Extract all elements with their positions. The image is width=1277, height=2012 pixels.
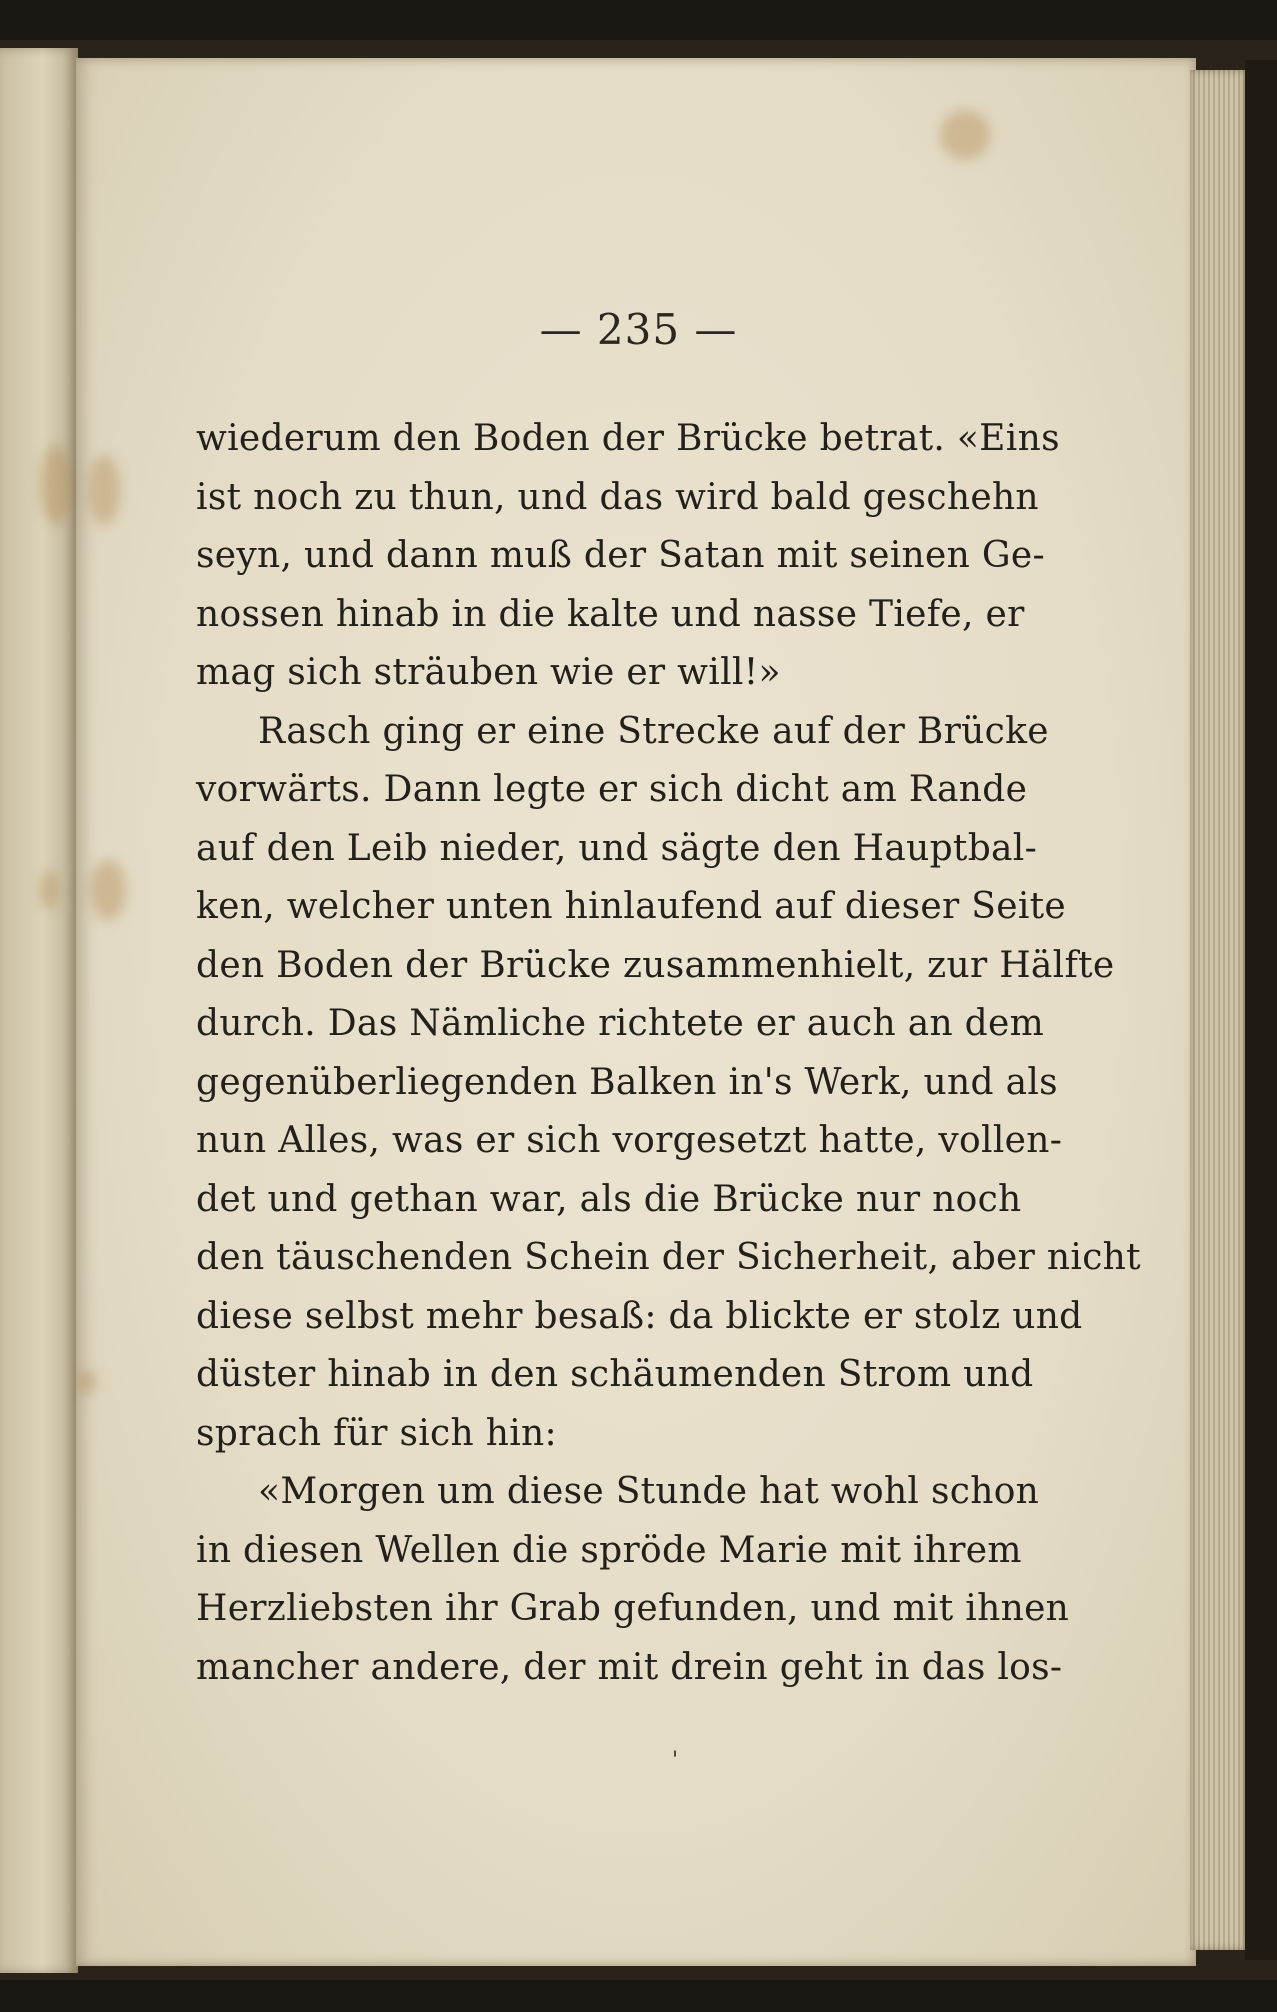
text-line: auf den Leib nieder, und sägte den Hauptbal- <box>196 827 1038 869</box>
text-line: det und gethan war, als die Brücke nur noch <box>196 1178 1022 1220</box>
text-line: seyn, und dann muß der Satan mit seinen Ge- <box>196 535 1045 576</box>
text-line: mag sich sträuben wie er will!» <box>196 652 781 693</box>
text-line: mancher andere, der mit drein geht in das los- <box>196 1646 1063 1688</box>
text-line: wiederum den Boden der Brücke betrat. «Eins <box>196 418 1060 459</box>
text-line: Rasch ging er eine Strecke auf der Brücke <box>258 710 1049 752</box>
page-number: — 235 — <box>539 305 738 354</box>
text-line: Herzliebsten ihr Grab gefunden, und mit ihnen <box>196 1588 1070 1629</box>
text-line: gegenüberliegenden Balken in's Werk, und als <box>196 1061 1058 1103</box>
stain-left-5 <box>78 1370 96 1394</box>
stain-left-2 <box>88 455 120 525</box>
text-line: in diesen Wellen die spröde Marie mit ihrem <box>196 1529 1022 1571</box>
stain-top-right <box>940 110 990 160</box>
text-line: diese selbst mehr besaß: da blickte er stolz und <box>196 1295 1083 1337</box>
stain-left-3 <box>90 860 126 920</box>
text-line: düster hinab in den schäumenden Strom und <box>196 1354 1034 1395</box>
stain-left-4 <box>40 870 58 910</box>
body-text <box>196 410 1141 1697</box>
stain-left-1 <box>40 445 72 525</box>
text-line: ken, welcher unten hinlaufend auf dieser Seite <box>196 886 1067 927</box>
text-line: ist noch zu thun, und das wird bald geschehn <box>196 476 1039 518</box>
text-line: sprach für sich hin: <box>196 1412 557 1454</box>
text-line: den täuschenden Schein der Sicherheit, aber nicht <box>196 1237 1141 1278</box>
text-line: «Morgen um diese Stunde hat wohl schon <box>258 1471 1040 1512</box>
text-line: den Boden der Brücke zusammenhielt, zur Hälfte <box>196 944 1115 986</box>
text-line: durch. Das Nämliche richtete er auch an dem <box>196 1003 1045 1044</box>
text-line: nossen hinab in die kalte und nasse Tiefe, er <box>196 593 1025 635</box>
text-line: vorwärts. Dann legte er sich dicht am Rande <box>196 769 1028 810</box>
margin-mark: ' <box>672 1748 679 1773</box>
text-line: nun Alles, was er sich vorgesetzt hatte, vollen- <box>196 1120 1063 1161</box>
